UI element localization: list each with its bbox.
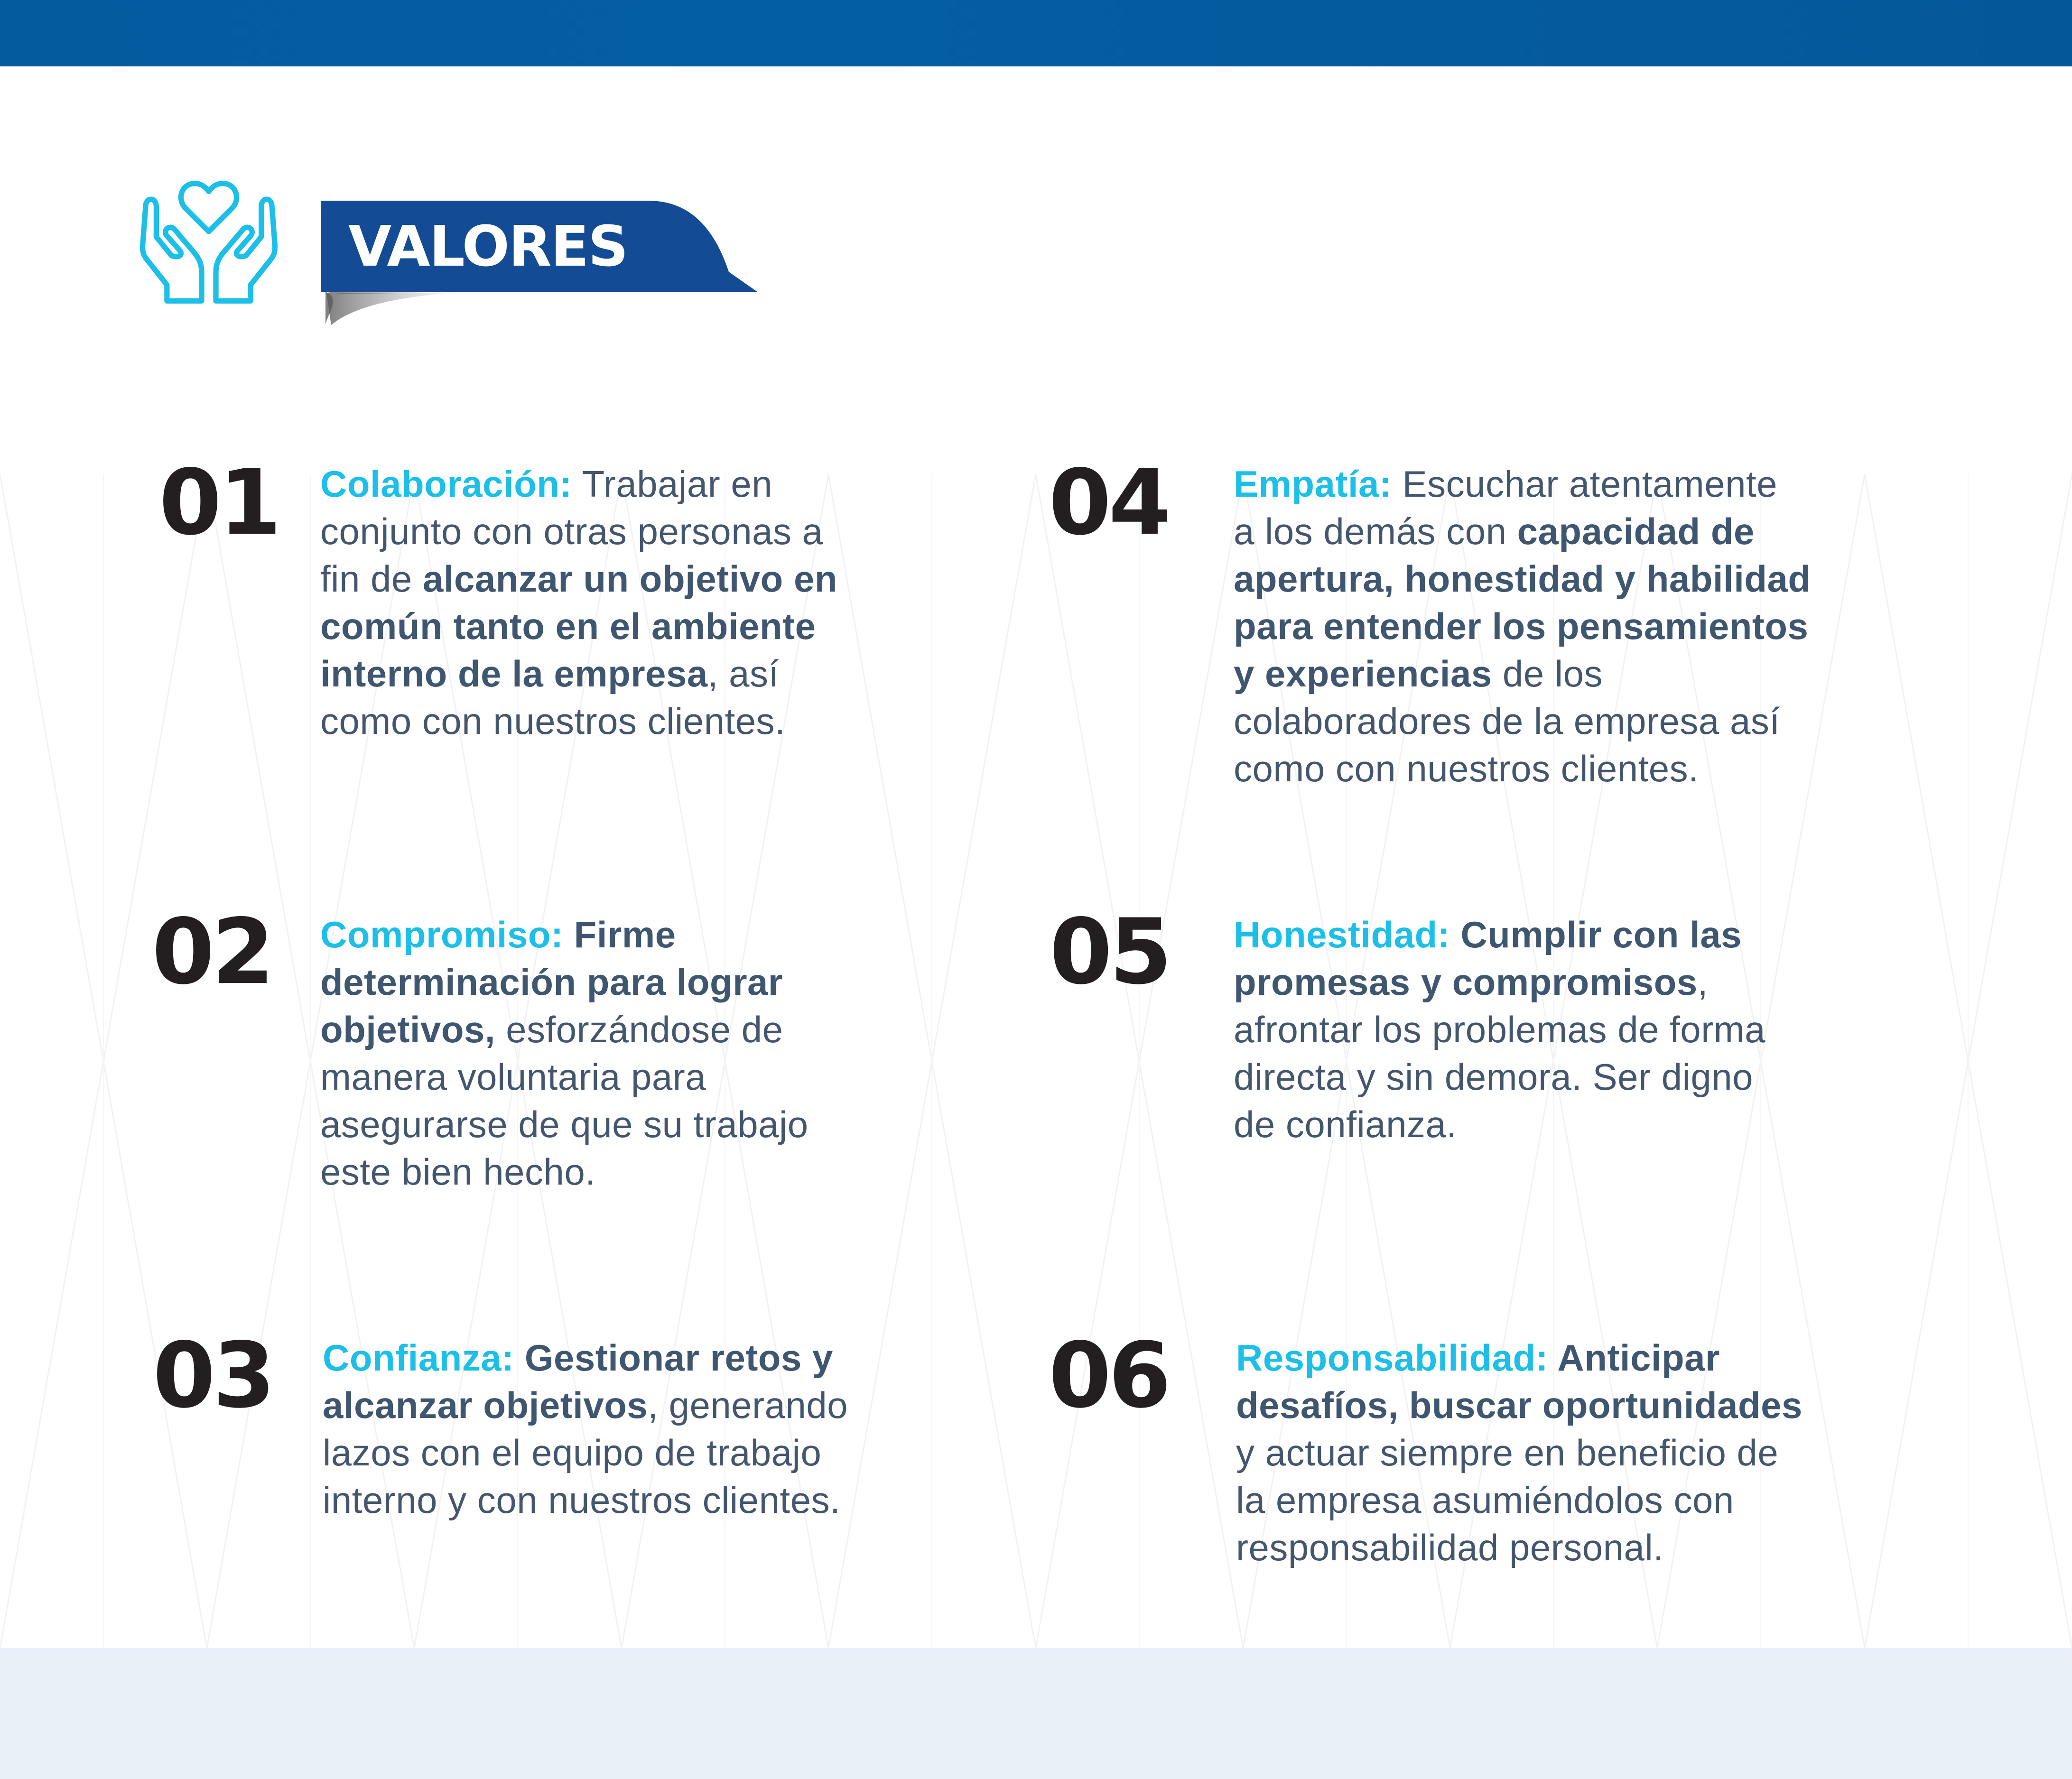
emphasis-text: objetivos, — [320, 1009, 496, 1050]
description-line — [1234, 460, 1945, 508]
body-text: como con nuestros clientes. — [320, 700, 786, 742]
item-number: 03 — [153, 1323, 273, 1428]
body-text: responsabilidad personal. — [1236, 1527, 1664, 1568]
description-line — [1236, 1524, 1948, 1571]
description-line — [320, 508, 961, 555]
body-text: asegurarse de que su trabajo — [320, 1103, 808, 1145]
body-text: Escuchar atentamente — [1392, 463, 1778, 505]
emphasis-text: capacidad de — [1517, 510, 1755, 552]
body-text: la empresa asumiéndolos con — [1236, 1479, 1734, 1521]
body-text: , — [1697, 961, 1708, 1003]
description-line — [323, 1381, 963, 1429]
value-term: Empatía: — [1234, 463, 1392, 505]
body-text: directa y sin demora. Ser digno — [1234, 1056, 1754, 1098]
body-text: esforzándose de — [495, 1009, 783, 1050]
body-text: , generando — [648, 1384, 848, 1426]
value-term: Colaboración: — [320, 463, 572, 505]
description-line — [320, 460, 961, 508]
item-description — [1236, 1334, 1948, 1571]
description-line — [1234, 697, 1945, 745]
description-line — [1236, 1476, 1948, 1524]
item-number: 02 — [152, 899, 272, 1004]
emphasis-text: interno de la empresa — [320, 653, 708, 695]
body-text: de los — [1492, 653, 1603, 695]
emphasis-text: desafíos, buscar oportunidades — [1236, 1384, 1803, 1426]
item-description — [323, 1334, 963, 1524]
emphasis-text: para entender los pensamientos — [1234, 605, 1809, 647]
description-line — [323, 1476, 963, 1524]
body-text: conjunto con otras personas a — [320, 510, 823, 552]
description-line — [1236, 1334, 1948, 1381]
value-term: Confianza: — [323, 1337, 514, 1379]
item-description — [320, 460, 961, 745]
description-line — [1234, 555, 1945, 602]
section-title: VALORES — [348, 213, 628, 279]
description-line — [320, 555, 961, 602]
item-number: 06 — [1049, 1323, 1169, 1428]
body-text: a los demás con — [1234, 510, 1517, 552]
section-banner — [321, 201, 757, 292]
item-number: 01 — [159, 450, 279, 555]
description-line — [320, 1053, 961, 1101]
description-line — [1234, 1101, 1945, 1148]
description-line — [323, 1429, 963, 1476]
emphasis-text: determinación para lograr — [320, 961, 783, 1003]
description-line — [320, 697, 961, 745]
description-line — [1236, 1429, 1948, 1476]
body-text: como con nuestros clientes. — [1234, 748, 1699, 789]
emphasis-text: alcanzar objetivos — [323, 1384, 648, 1426]
emphasis-text: alcanzar un objetivo en — [422, 558, 838, 600]
description-line — [1234, 745, 1945, 792]
body-text: interno y con nuestros clientes. — [323, 1479, 841, 1521]
body-text: de confianza. — [1234, 1103, 1457, 1145]
item-description — [1234, 911, 1945, 1148]
emphasis-text: apertura, honestidad y habilidad — [1234, 558, 1811, 600]
description-line — [1234, 1006, 1945, 1053]
description-line — [320, 602, 961, 650]
description-line — [320, 911, 961, 958]
emphasis-text: promesas y compromisos — [1234, 961, 1698, 1003]
description-line — [320, 650, 961, 697]
item-description — [320, 911, 961, 1195]
description-line — [1234, 508, 1945, 555]
hands-holding-heart-icon — [133, 175, 285, 317]
body-text: manera voluntaria para — [320, 1056, 706, 1098]
value-term: Compromiso: — [320, 914, 564, 955]
emphasis-text: común tanto en el ambiente — [320, 605, 816, 647]
body-text: este bien hecho. — [320, 1151, 596, 1193]
description-line — [1234, 650, 1945, 697]
body-text: afrontar los problemas de forma — [1234, 1009, 1766, 1050]
footer-band — [0, 1648, 2072, 1779]
description-line — [323, 1334, 963, 1381]
description-line — [320, 1148, 961, 1195]
body-text: colaboradores de la empresa así — [1234, 700, 1780, 742]
body-text: Trabajar en — [572, 463, 773, 505]
header-band — [0, 0, 2072, 66]
description-line — [320, 1006, 961, 1053]
value-term: Responsabilidad: — [1236, 1337, 1549, 1379]
description-line — [1236, 1381, 1948, 1429]
description-line — [1234, 602, 1945, 650]
body-text: fin de — [320, 558, 423, 600]
item-number: 04 — [1049, 450, 1169, 555]
emphasis-text: Gestionar retos y — [514, 1337, 833, 1379]
body-text: , así — [707, 653, 779, 695]
emphasis-text: y experiencias — [1234, 653, 1492, 695]
emphasis-text: Anticipar — [1548, 1337, 1720, 1379]
item-description — [1234, 460, 1945, 792]
description-line — [1234, 1053, 1945, 1101]
emphasis-text: Firme — [563, 914, 676, 955]
description-line — [320, 958, 961, 1006]
description-line — [1234, 911, 1945, 958]
body-text: lazos con el equipo de trabajo — [323, 1432, 822, 1473]
description-line — [320, 1101, 961, 1148]
item-number: 05 — [1050, 899, 1170, 1004]
value-term: Honestidad: — [1234, 914, 1450, 955]
body-text: y actuar siempre en beneficio de — [1236, 1432, 1779, 1473]
emphasis-text: Cumplir con las — [1450, 914, 1742, 955]
description-line — [1234, 958, 1945, 1006]
